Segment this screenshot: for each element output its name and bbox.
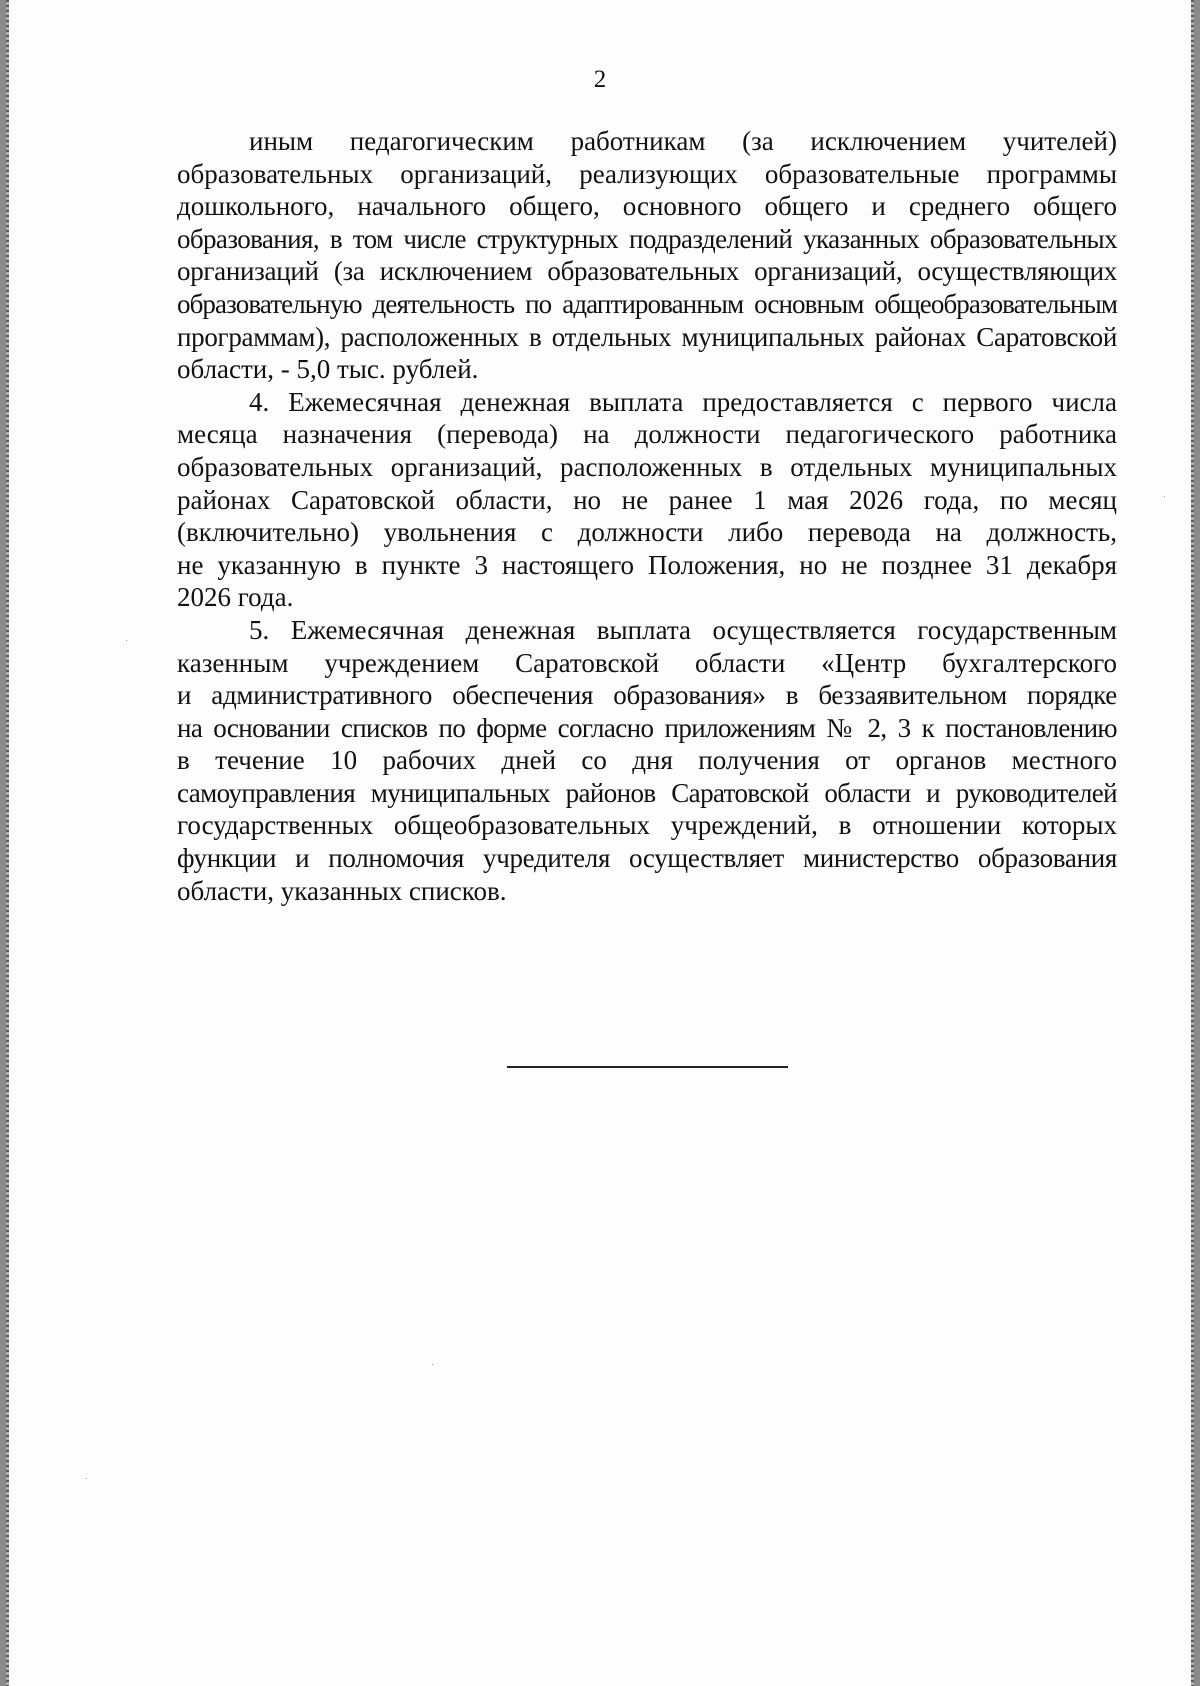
paragraph-5-line: в течение 10 рабочих дней со дня получения от органов местного xyxy=(177,745,1117,776)
paragraph-1-line: дошкольного, начального общего, основного общего и среднего общего xyxy=(177,191,1117,222)
document-body xyxy=(177,125,1117,907)
paragraph-4-line: 2026 года. xyxy=(177,582,294,613)
paragraph-5-line: 5. Ежемесячная денежная выплата осуществляется государственным xyxy=(249,614,1117,645)
paragraph-4-line: не указанную в пункте 3 настоящего Положения, но не позднее 31 декабря xyxy=(177,549,1117,580)
scan-speck xyxy=(432,1364,433,1365)
paragraph-1-line: образования, в том числе структурных подразделений указанных образовательных xyxy=(177,223,1117,254)
paragraph-4-line: (включительно) увольнения с должности либо перевода на должность, xyxy=(177,517,1117,548)
paragraph-4-line: месяца назначения (перевода) на должности педагогического работника xyxy=(177,419,1117,450)
paragraph-1-line: образовательную деятельность по адаптированным основным общеобразовательным xyxy=(177,288,1117,319)
paragraph-1-line: иным педагогическим работникам (за исключением учителей) xyxy=(249,126,1117,156)
page-number: 2 xyxy=(593,66,607,93)
end-divider-line xyxy=(507,1066,788,1068)
paragraph-4-line: образовательных организаций, расположенных в отдельных муниципальных xyxy=(177,451,1117,482)
scan-speck xyxy=(86,1478,87,1479)
paragraph-4-line: 4. Ежемесячная денежная выплата предоставляется с первого числа xyxy=(249,386,1117,417)
scan-speck xyxy=(126,640,127,641)
paragraph-5-line: и административного обеспечения образования» в беззаявительном порядке xyxy=(177,680,1117,711)
paragraph-1-line: программам), расположенных в отдельных муниципальных районах Саратовской xyxy=(177,321,1117,352)
paragraph-5-line: государственных общеобразовательных учреждений, в отношении которых xyxy=(177,810,1117,841)
paragraph-1-line: области, - 5,0 тыс. рублей. xyxy=(177,354,479,385)
paragraph-5-line: функции и полномочия учредителя осуществляет министерство образования xyxy=(177,843,1117,874)
paragraph-5-line: казенным учреждением Саратовской области «Центр бухгалтерского xyxy=(177,647,1117,678)
paragraph-5-line: области, указанных списков. xyxy=(177,875,507,906)
paragraph-1-line: образовательных организаций, реализующих образовательные программы xyxy=(177,158,1117,189)
paragraph-5-line: на основании списков по форме согласно приложениям № 2, 3 к постановлению xyxy=(177,712,1117,743)
paragraph-4-line: районах Саратовской области, но не ранее 1 мая 2026 года, по месяц xyxy=(177,484,1117,515)
paragraph-1-line: организаций (за исключением образовательных организаций, осуществляющих xyxy=(177,256,1117,287)
scan-speck xyxy=(1164,496,1165,497)
paragraph-5-line: самоуправления муниципальных районов Саратовской области и руководителей xyxy=(177,777,1117,808)
